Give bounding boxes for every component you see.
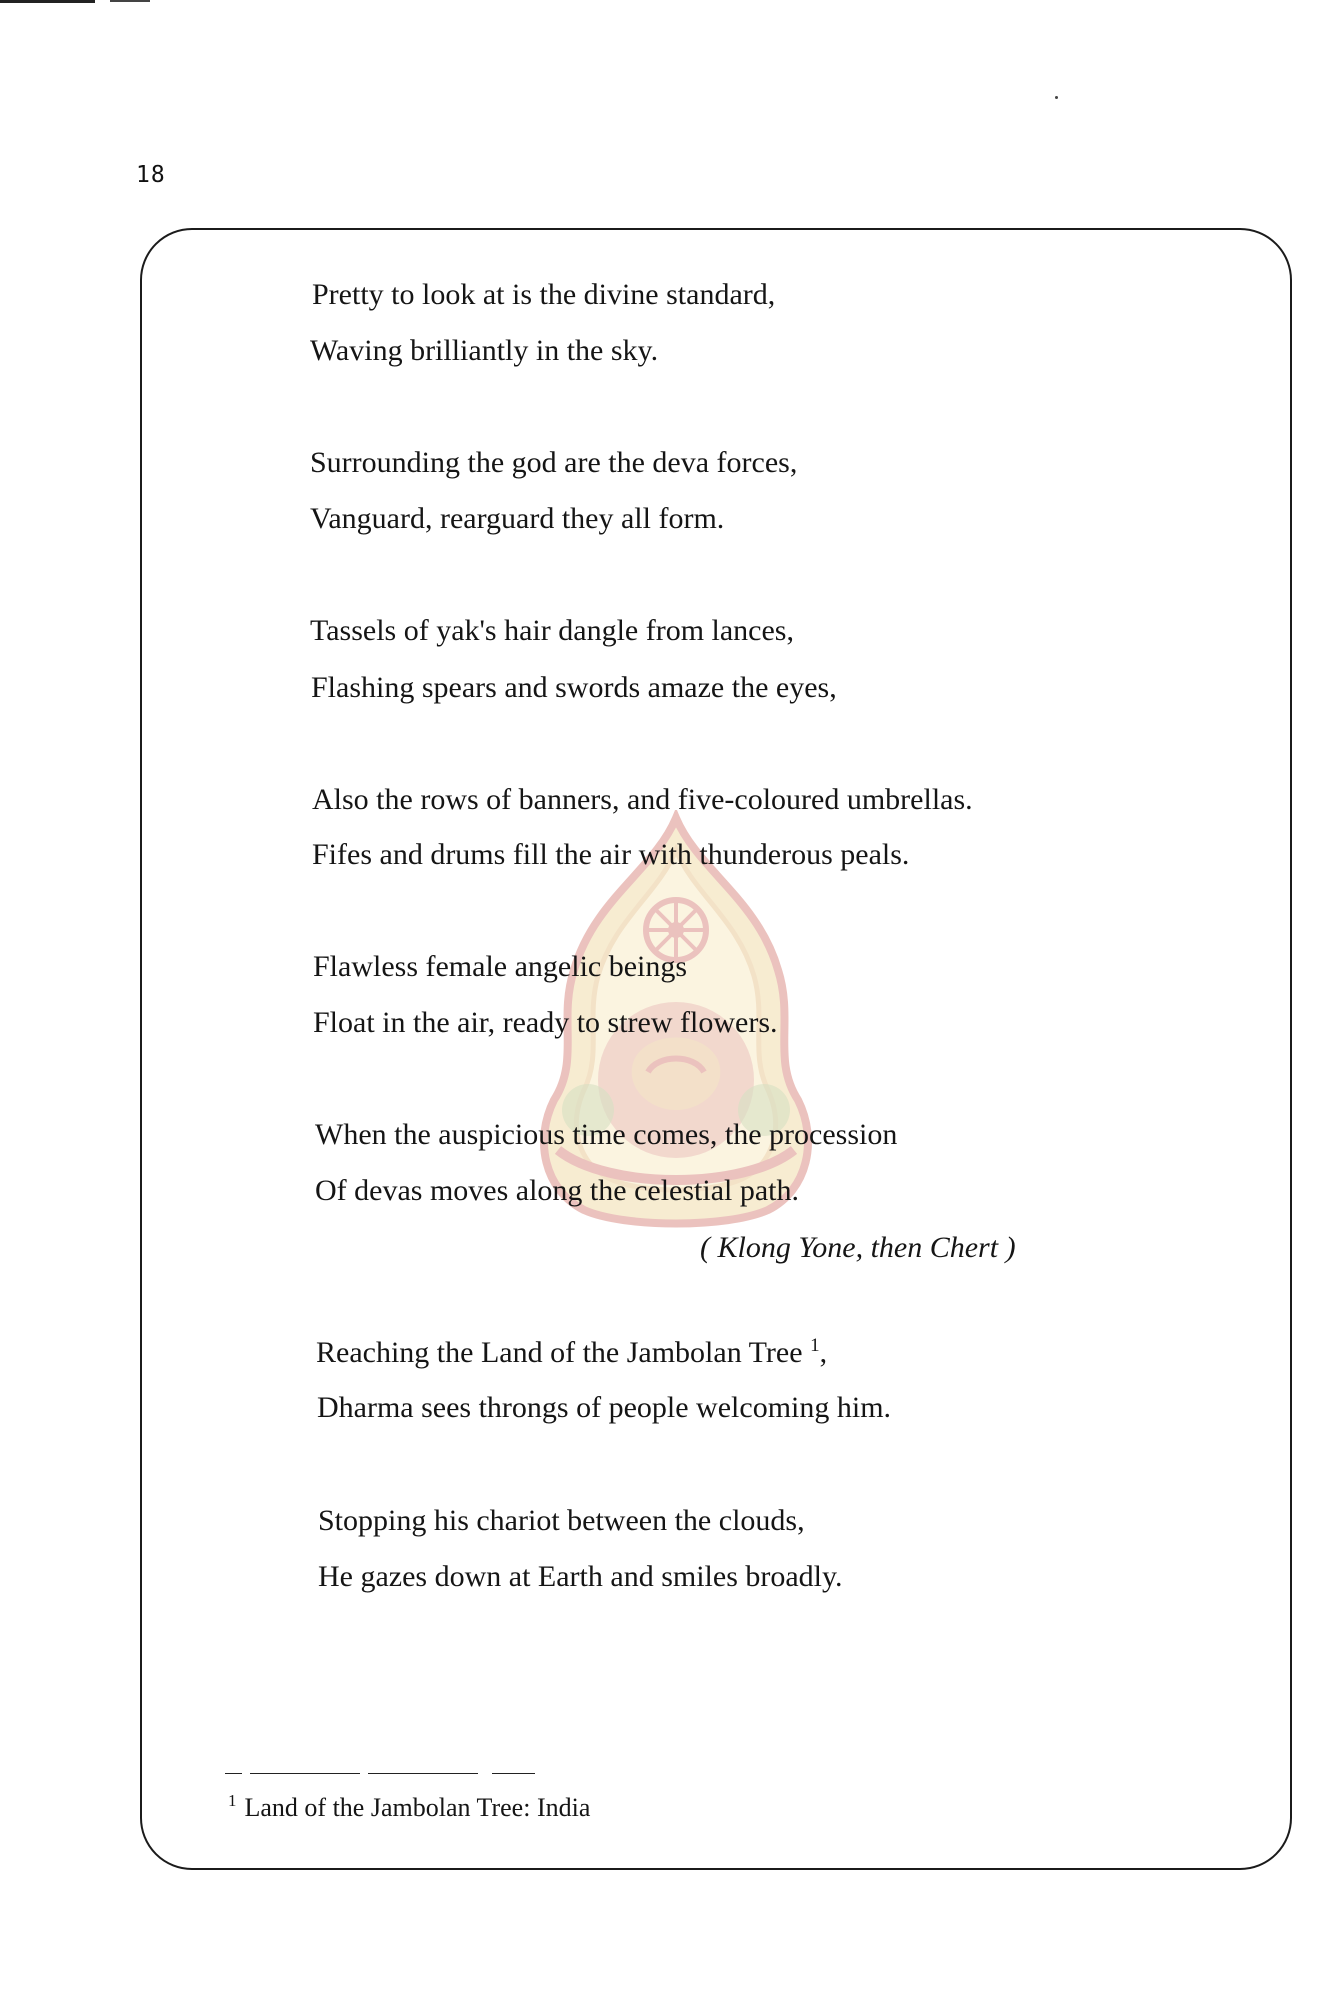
verse-line: Tassels of yak's hair dangle from lances, [310,614,794,647]
verse-line: Also the rows of banners, and five-coloured umbrellas. [312,783,973,816]
footnote-separator-gap [242,1770,250,1776]
verse-line: When the auspicious time comes, the procession [315,1118,898,1151]
verse-line: Flawless female angelic beings [313,950,688,983]
verse-line: Float in the air, ready to strew flowers. [313,1006,778,1039]
stage-direction: ( Klong Yone, then Chert ) [700,1231,1016,1264]
footnote-separator-gap [478,1770,492,1776]
scan-dust-dot [1055,96,1058,99]
footnote [228,1793,590,1823]
footnote-marker: 1 [228,1791,237,1811]
page-number: 18 [136,162,166,188]
verse-line: Vanguard, rearguard they all form. [310,502,725,535]
verse-line: Waving brilliantly in the sky. [310,334,659,367]
verse-line-with-footnote [316,1335,828,1369]
verse-line-text: Reaching the Land of the Jambolan Tree [316,1336,803,1369]
scan-edge-mark-2 [110,0,150,2]
footnote-text: Land of the Jambolan Tree: India [244,1793,591,1822]
verse-line: Dharma sees throngs of people welcoming him. [317,1391,892,1424]
verse-line: Fifes and drums fill the air with thunderous peals. [312,838,910,871]
footnote-reference[interactable]: 1 [810,1335,820,1356]
verse-line-punctuation: , [819,1336,828,1369]
verse-line: Surrounding the god are the deva forces, [310,446,798,479]
scan-edge-mark [0,0,95,3]
verse-line: Stopping his chariot between the clouds, [318,1504,805,1537]
verse-line: Flashing spears and swords amaze the eyes, [311,671,837,704]
verse-line: Of devas moves along the celestial path. [315,1174,800,1207]
verse-line: He gazes down at Earth and smiles broadly. [318,1560,843,1593]
footnote-separator-gap [360,1770,368,1776]
verse-line: Pretty to look at is the divine standard, [312,278,776,311]
